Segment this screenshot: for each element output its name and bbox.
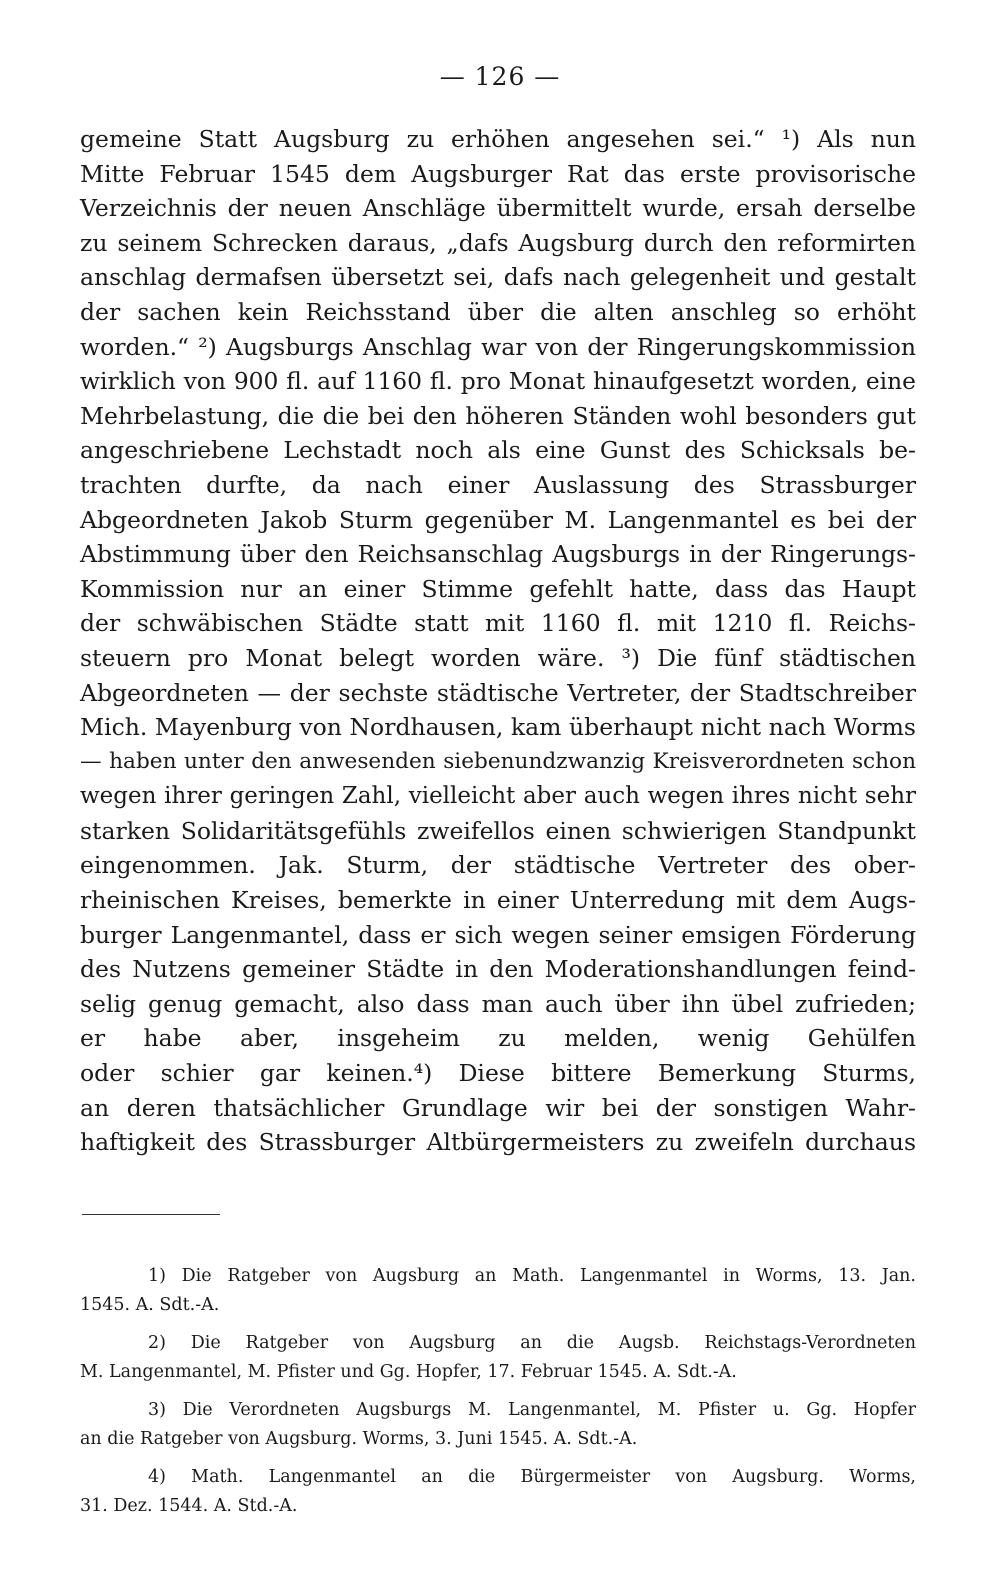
footnote-line: 1) Die Ratgeber von Augsburg an Math. Langenmantel in Worms, 13. Jan.: [148, 1266, 916, 1286]
body-line: Verzeichnis der neuen Anschläge übermittelt wurde, ersah derselbe: [80, 194, 916, 223]
body-line: er habe aber, insgeheim zu melden, wenig Gehülfen: [80, 1024, 916, 1053]
footnote-2: [80, 1329, 916, 1387]
body-line: oder schier gar keinen.⁴) Diese bittere Bemerkung Sturms,: [80, 1059, 916, 1088]
body-text: [80, 122, 916, 1160]
body-line: Mitte Februar 1545 dem Augsburger Rat das erste provisorische: [80, 159, 916, 188]
body-line: zu seinem Schrecken daraus, „dafs Augsburg durch den reformirten: [80, 228, 916, 257]
body-line: haftigkeit des Strassburger Altbürgermeisters zu zweifeln durchaus: [80, 1128, 916, 1157]
body-line: der sachen kein Reichsstand über die alten anschleg so erhöht: [80, 297, 916, 326]
footnotes: [80, 1262, 916, 1530]
footnote-3: [80, 1396, 916, 1454]
body-line: Kommission nur an einer Stimme gefehlt hatte, dass das Haupt: [80, 574, 916, 603]
body-line: Abgeordneten Jakob Sturm gegenüber M. Langenmantel es bei der: [80, 505, 916, 534]
body-line: — haben unter den anwesenden siebenundzwanzig Kreisverordneten schon: [80, 748, 916, 774]
body-line: trachten durfte, da nach einer Auslassung des Strassburger: [80, 470, 916, 499]
page-number: — 126 —: [439, 62, 561, 91]
footnote-line: 31. Dez. 1544. A. Std.-A.: [80, 1496, 298, 1516]
body-line: Mich. Mayenburg von Nordhausen, kam überhaupt nicht nach Worms: [80, 713, 916, 742]
body-line: steuern pro Monat belegt worden wäre. ³) Die fünf städtischen: [80, 643, 916, 672]
body-line: eingenommen. Jak. Sturm, der städtische Vertreter des ober-: [80, 851, 916, 880]
body-line: Abstimmung über den Reichsanschlag Augsburgs in der Ringerungs-: [80, 540, 916, 569]
body-line: worden.“ ²) Augsburgs Anschlag war von der Ringerungskommission: [80, 332, 916, 361]
footnote-line: 4) Math. Langenmantel an die Bürgermeister von Augsburg. Worms,: [148, 1467, 916, 1487]
footnote-line: 2) Die Ratgeber von Augsburg an die Augsb. Reichstags-Verordneten: [148, 1333, 916, 1353]
body-line: selig genug gemacht, also dass man auch über ihn übel zufrieden;: [80, 989, 916, 1018]
footnote-divider: [82, 1214, 220, 1215]
footnote-line: an die Ratgeber von Augsburg. Worms, 3. Juni 1545. A. Sdt.-A.: [80, 1429, 638, 1449]
body-line: rheinischen Kreises, bemerkte in einer Unterredung mit dem Augs-: [80, 886, 916, 915]
footnote-line: M. Langenmantel, M. Pfister und Gg. Hopfer, 17. Februar 1545. A. Sdt.-A.: [80, 1362, 737, 1382]
body-line: an deren thatsächlicher Grundlage wir bei der sonstigen Wahr-: [80, 1093, 916, 1122]
body-line: wegen ihrer geringen Zahl, vielleicht aber auch wegen ihres nicht sehr: [80, 783, 916, 810]
body-line: anschlag dermafsen übersetzt sei, dafs nach gelegenheit und gestalt: [80, 263, 916, 292]
body-line: burger Langenmantel, dass er sich wegen seiner emsigen Förderung: [80, 920, 916, 949]
body-line: Mehrbelastung, die die bei den höheren Ständen wohl besonders gut: [80, 401, 916, 430]
body-line: gemeine Statt Augsburg zu erhöhen angesehen sei.“ ¹) Als nun: [80, 125, 916, 153]
footnote-line: 3) Die Verordneten Augsburgs M. Langenmantel, M. Pfister u. Gg. Hopfer: [148, 1400, 916, 1420]
body-line: der schwäbischen Städte statt mit 1160 fl. mit 1210 fl. Reichs-: [80, 609, 916, 638]
footnote-4: [80, 1463, 916, 1521]
body-line: Abgeordneten — der sechste städtische Vertreter, der Stadtschreiber: [80, 678, 916, 707]
footnote-line: 1545. A. Sdt.-A.: [80, 1295, 220, 1315]
body-line: starken Solidaritätsgefühls zweifellos einen schwierigen Standpunkt: [80, 816, 916, 845]
body-line: angeschriebene Lechstadt noch als eine Gunst des Schicksals be-: [80, 436, 916, 465]
footnote-1: [80, 1262, 916, 1320]
body-line: des Nutzens gemeiner Städte in den Moderationshandlungen feind-: [80, 955, 916, 984]
body-line: wirklich von 900 fl. auf 1160 fl. pro Monat hinaufgesetzt worden, eine: [80, 367, 916, 396]
